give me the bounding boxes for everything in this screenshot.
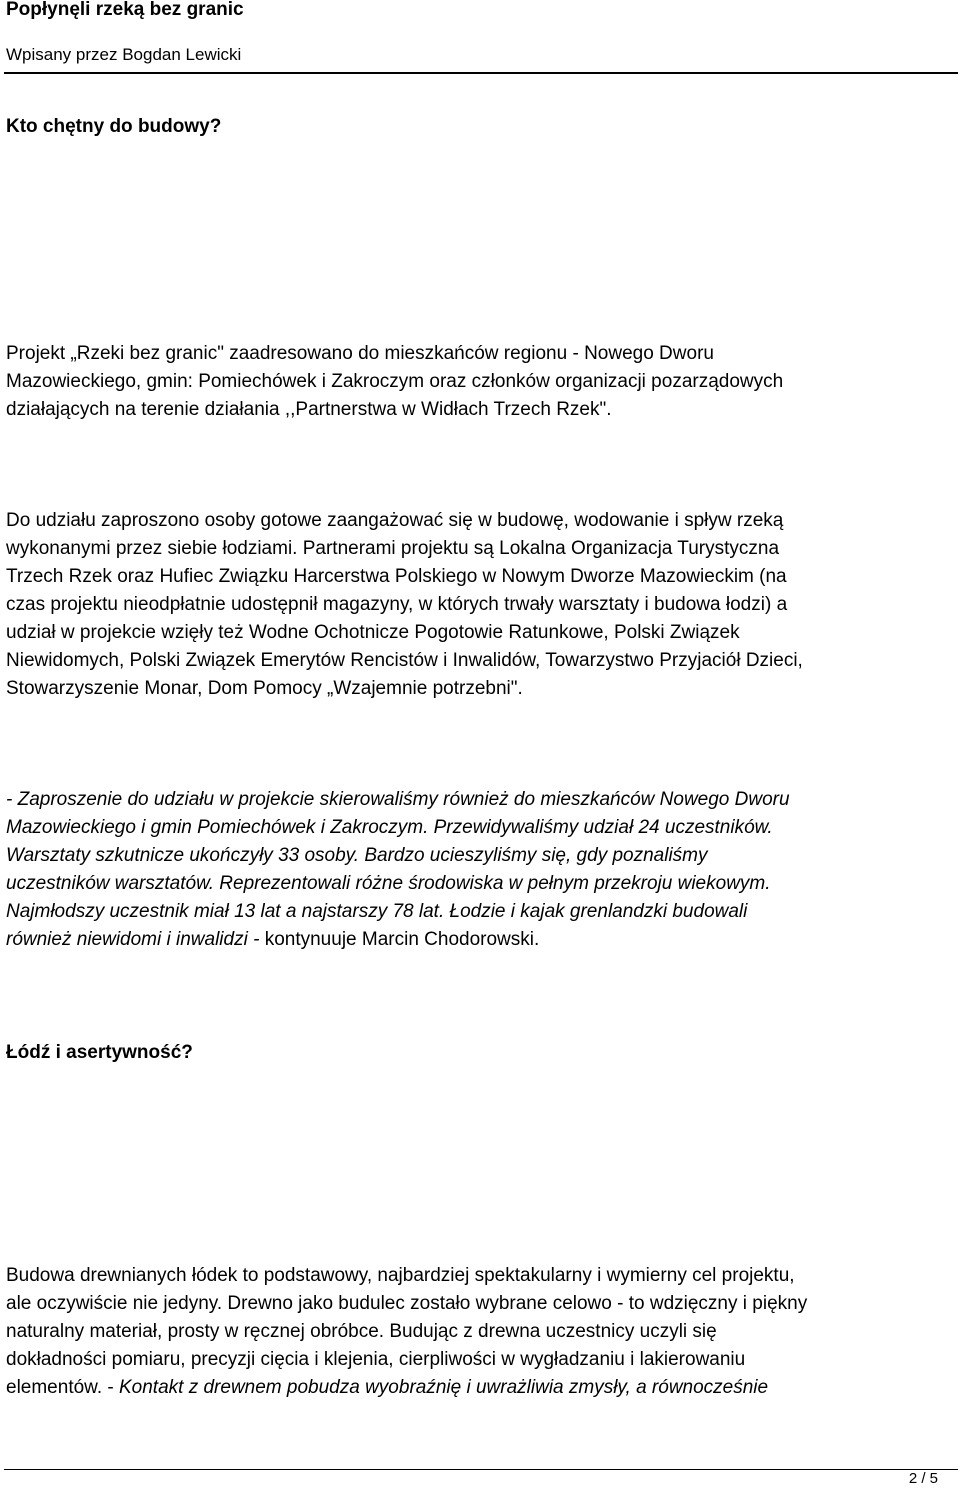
paragraph-line: wykonanymi przez siebie łodziami. Partnerami projektu są Lokalna Organizacja Turystyczna (6, 538, 780, 559)
paragraph-participants-quote (6, 786, 952, 954)
attribution-text: kontynuuje Marcin Chodorowski. (264, 929, 540, 950)
paragraph-line: Mazowieckiego, gmin: Pomiechówek i Zakroczym oraz członków organizacji pozarządowych (6, 371, 784, 392)
paragraph-line: Mazowieckiego i gmin Pomiechówek i Zakroczym. Przewidywaliśmy udział 24 uczestników. (6, 817, 773, 838)
paragraph-line: Do udziału zaproszono osoby gotowe zaangażować się w budowę, wodowanie i spływ rzeką (6, 510, 784, 531)
paragraph-line: Budowa drewnianych łódek to podstawowy, najbardziej spektakularny i wymierny cel projektu, (6, 1265, 795, 1286)
paragraph-line-mixed (6, 1374, 952, 1402)
header-divider (4, 72, 958, 74)
paragraph-line: Trzech Rzek oraz Hufiec Związku Harcerstwa Polskiego w Nowym Dworze Mazowieckim (na (6, 566, 787, 587)
paragraph-partners (6, 507, 952, 703)
paragraph-line: Najmłodszy uczestnik miał 13 lat a najstarszy 78 lat. Łodzie i kajak grenlandzki budowali (6, 901, 748, 922)
paragraph-line: udział w projekcie wzięły też Wodne Ochotnicze Pogotowie Ratunkowe, Polski Związek (6, 622, 740, 643)
footer-divider (4, 1469, 958, 1470)
paragraph-line: dokładności pomiaru, precyzji cięcia i klejenia, cierpliwości w wygładzaniu i lakierowaniu (6, 1349, 746, 1370)
paragraph-project-intro (6, 340, 952, 424)
quote-text: Kontakt z drewnem pobudza wyobraźnię i uwrażliwia zmysły, a równocześnie (119, 1377, 769, 1398)
paragraph-line: czas projektu nieodpłatnie udostępnił magazyny, w których trwały warsztaty i budowa łodzi) a (6, 594, 788, 615)
document-title: Popłynęli rzeką bez granic (6, 0, 244, 20)
paragraph-line: ale oczywiście nie jedyny. Drewno jako budulec zostało wybrane celowo - to wdzięczny i piękny (6, 1293, 808, 1314)
paragraph-line: działających na terenie działania ,,Partnerstwa w Widłach Trzech Rzek". (6, 399, 612, 420)
paragraph-line: Projekt „Rzeki bez granic" zaadresowano do mieszkańców regionu - Nowego Dworu (6, 343, 714, 364)
paragraph-line-mixed (6, 926, 952, 954)
regular-text: elementów. - (6, 1377, 119, 1398)
paragraph-line: uczestników warsztatów. Reprezentowali różne środowiska w pełnym przekroju wiekowym. (6, 873, 771, 894)
paragraph-boat-building (6, 1262, 952, 1402)
author-byline: Wpisany przez Bogdan Lewicki (6, 45, 242, 64)
paragraph-line: - Zaproszenie do udziału w projekcie skierowaliśmy również do mieszkańców Nowego Dworu (6, 789, 790, 810)
paragraph-line: Niewidomych, Polski Związek Emerytów Rencistów i Inwalidów, Towarzystwo Przyjaciół Dzieci, (6, 650, 803, 671)
quote-text: również niewidomi i inwalidzi - (6, 929, 265, 950)
paragraph-line: Stowarzyszenie Monar, Dom Pomocy „Wzajemnie potrzebni". (6, 678, 523, 699)
page-number: 2 / 5 (908, 1470, 938, 1487)
paragraph-line: naturalny materiał, prosty w ręcznej obróbce. Budując z drewna uczestnicy uczyli się (6, 1321, 717, 1342)
section-heading-builders: Kto chętny do budowy? (6, 116, 222, 137)
section-heading-assertiveness: Łódź i asertywność? (6, 1042, 193, 1063)
paragraph-line: Warsztaty szkutnicze ukończyły 33 osoby. Bardzo ucieszyliśmy się, gdy poznaliśmy (6, 845, 708, 866)
